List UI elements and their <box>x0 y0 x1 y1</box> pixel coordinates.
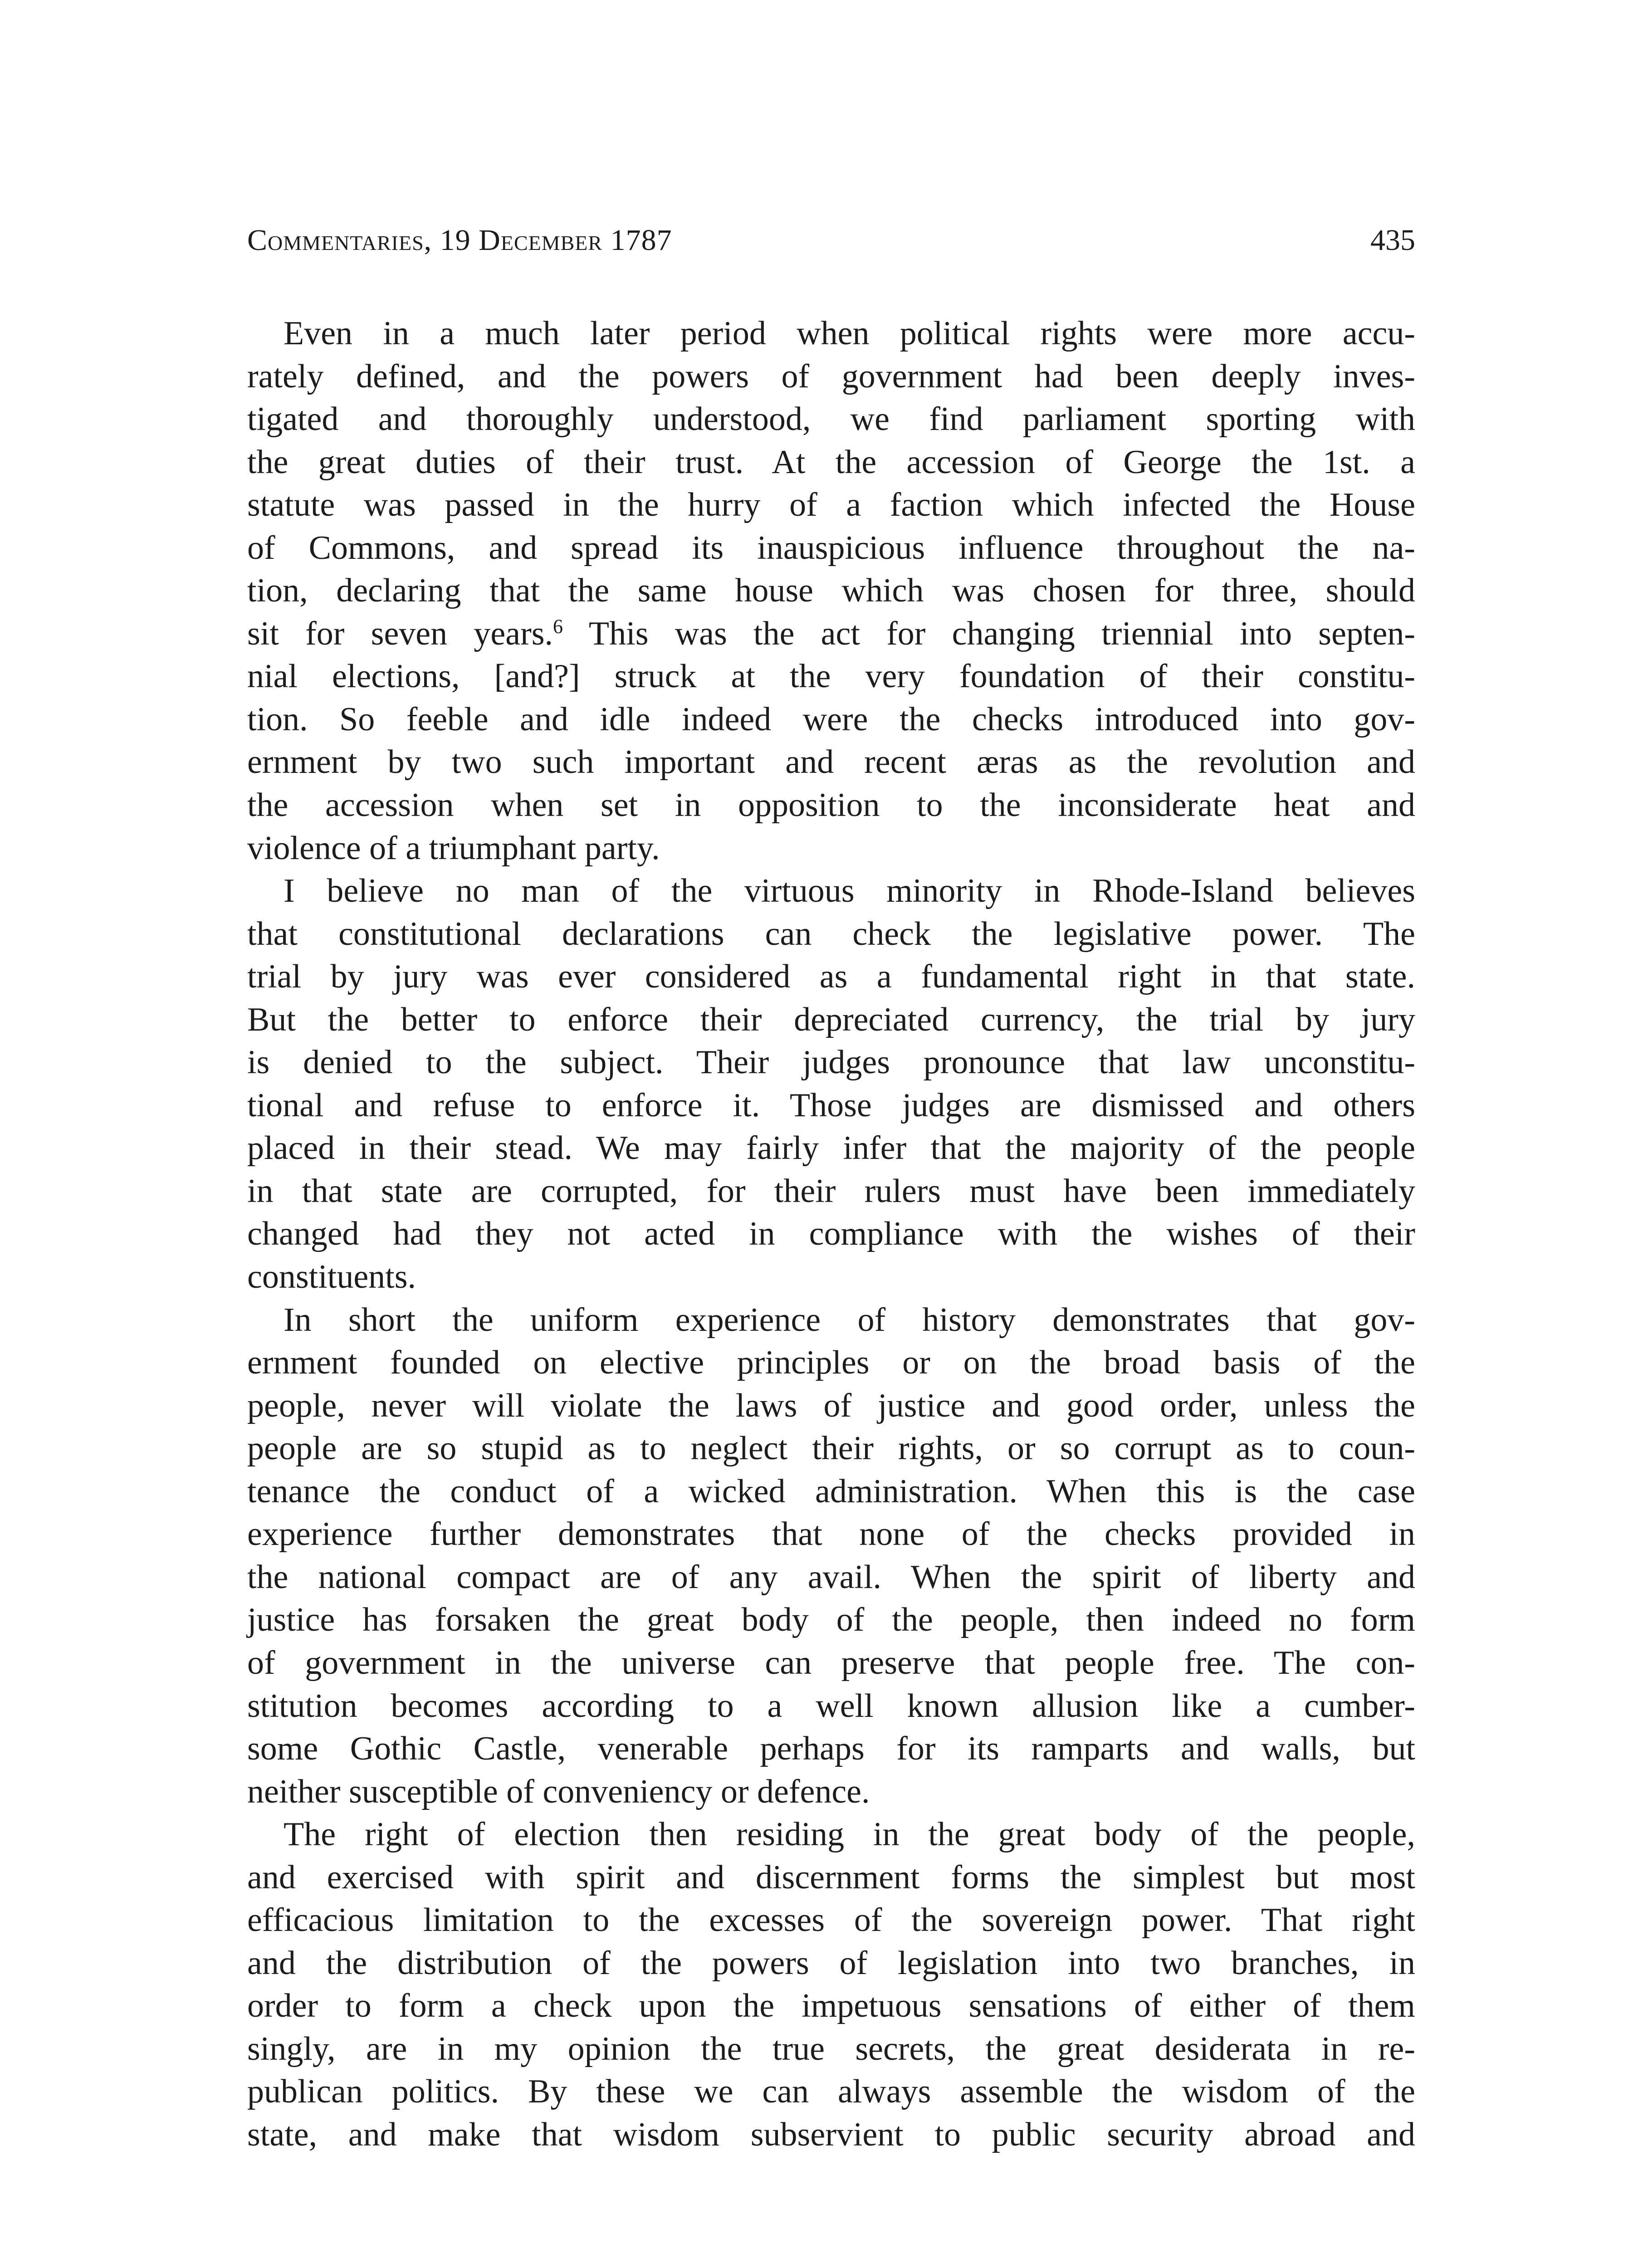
text-line: is denied to the subject. Their judges pronounce that law unconstitu- <box>247 1044 1415 1081</box>
text-line: placed in their stead. We may fairly infer that the majority of the people <box>247 1129 1415 1167</box>
text-line: neither susceptible of conveniency or defence. <box>247 1773 870 1810</box>
text-line: constituents. <box>247 1258 416 1296</box>
text-line: the accession when set in opposition to the inconsiderate heat and <box>247 787 1415 824</box>
text-line: tion, declaring that the same house which was chosen for three, should <box>247 572 1415 610</box>
text-line: ernment founded on elective principles or on the broad basis of the <box>247 1344 1415 1382</box>
text-line: I believe no man of the virtuous minority in Rhode-Island believes <box>284 872 1415 910</box>
text-line: in that state are corrupted, for their rulers must have been immediately <box>247 1172 1415 1210</box>
text-line: trial by jury was ever considered as a fundamental right in that state. <box>247 958 1415 996</box>
text-line: statute was passed in the hurry of a faction which infected the House <box>247 486 1415 524</box>
text-line-with-note <box>247 612 1415 655</box>
paragraph <box>247 1299 1415 1813</box>
text-line: that constitutional declarations can check the legislative power. The <box>247 915 1415 953</box>
text-line: experience further demonstrates that none of the checks provided in <box>247 1515 1415 1553</box>
text-line: The right of election then residing in the great body of the people, <box>284 1816 1415 1853</box>
paragraph <box>247 1813 1415 2156</box>
text-line: But the better to enforce their depreciated currency, the trial by jury <box>247 1001 1415 1038</box>
text-line: order to form a check upon the impetuous sensations of either of them <box>247 1987 1415 2025</box>
text-line: nial elections, [and?] struck at the very foundation of their constitu- <box>247 658 1415 695</box>
text-line: In short the uniform experience of history demonstrates that gov- <box>284 1301 1415 1339</box>
page-number: 435 <box>1370 224 1415 257</box>
paragraph <box>247 312 1415 870</box>
text-line: tional and refuse to enforce it. Those judges are dismissed and others <box>247 1086 1415 1124</box>
text-line: the national compact are of any avail. When the spirit of liberty and <box>247 1558 1415 1596</box>
text-line: stitution becomes according to a well known allusion like a cumber- <box>247 1687 1415 1725</box>
text-line: violence of a triumphant party. <box>247 829 660 867</box>
text-line: people are so stupid as to neglect their rights, or so corrupt as to coun- <box>247 1430 1415 1467</box>
text-line: singly, are in my opinion the true secrets, the great desiderata in re- <box>247 2030 1415 2068</box>
text-line: of Commons, and spread its inauspicious influence throughout the na- <box>247 529 1415 567</box>
text-line: justice has forsaken the great body of the people, then indeed no form <box>247 1601 1415 1639</box>
text-line: and exercised with spirit and discernment forms the simplest but most <box>247 1858 1415 1896</box>
paragraph <box>247 870 1415 1298</box>
text-segment: sit for seven years. <box>247 615 553 652</box>
text-line: some Gothic Castle, venerable perhaps for its ramparts and walls, but <box>247 1730 1415 1768</box>
text-line: people, never will violate the laws of justice and good order, unless the <box>247 1387 1415 1424</box>
text-line: ernment by two such important and recent æras as the revolution and <box>247 743 1415 781</box>
text-line: efficacious limitation to the excesses of the sovereign power. That right <box>247 1901 1415 1939</box>
text-line: tigated and thoroughly understood, we find parliament sporting with <box>247 401 1415 438</box>
footnote-reference: 6 <box>553 615 563 638</box>
text-line: state, and make that wisdom subservient to public security abroad and <box>247 2116 1415 2153</box>
text-line: tion. So feeble and idle indeed were the checks introduced into gov- <box>247 700 1415 738</box>
text-line: tenance the conduct of a wicked administration. When this is the case <box>247 1472 1415 1510</box>
text-segment: This was the act for changing triennial into septen- <box>563 615 1416 652</box>
text-line: the great duties of their trust. At the accession of George the 1st. a <box>247 443 1415 481</box>
text-line: of government in the universe can preserve that people free. The con- <box>247 1644 1415 1681</box>
running-head-title: Commentaries, 19 December 1787 <box>247 224 672 257</box>
text-line: Even in a much later period when political rights were more accu- <box>284 315 1415 352</box>
text-line: rately defined, and the powers of government had been deeply inves- <box>247 357 1415 395</box>
text-line: changed had they not acted in compliance with the wishes of their <box>247 1215 1415 1253</box>
text-line: publican politics. By these we can always assemble the wisdom of the <box>247 2073 1415 2111</box>
body-text <box>247 312 1415 2156</box>
text-line: and the distribution of the powers of legislation into two branches, in <box>247 1944 1415 1982</box>
running-head <box>247 220 1415 261</box>
